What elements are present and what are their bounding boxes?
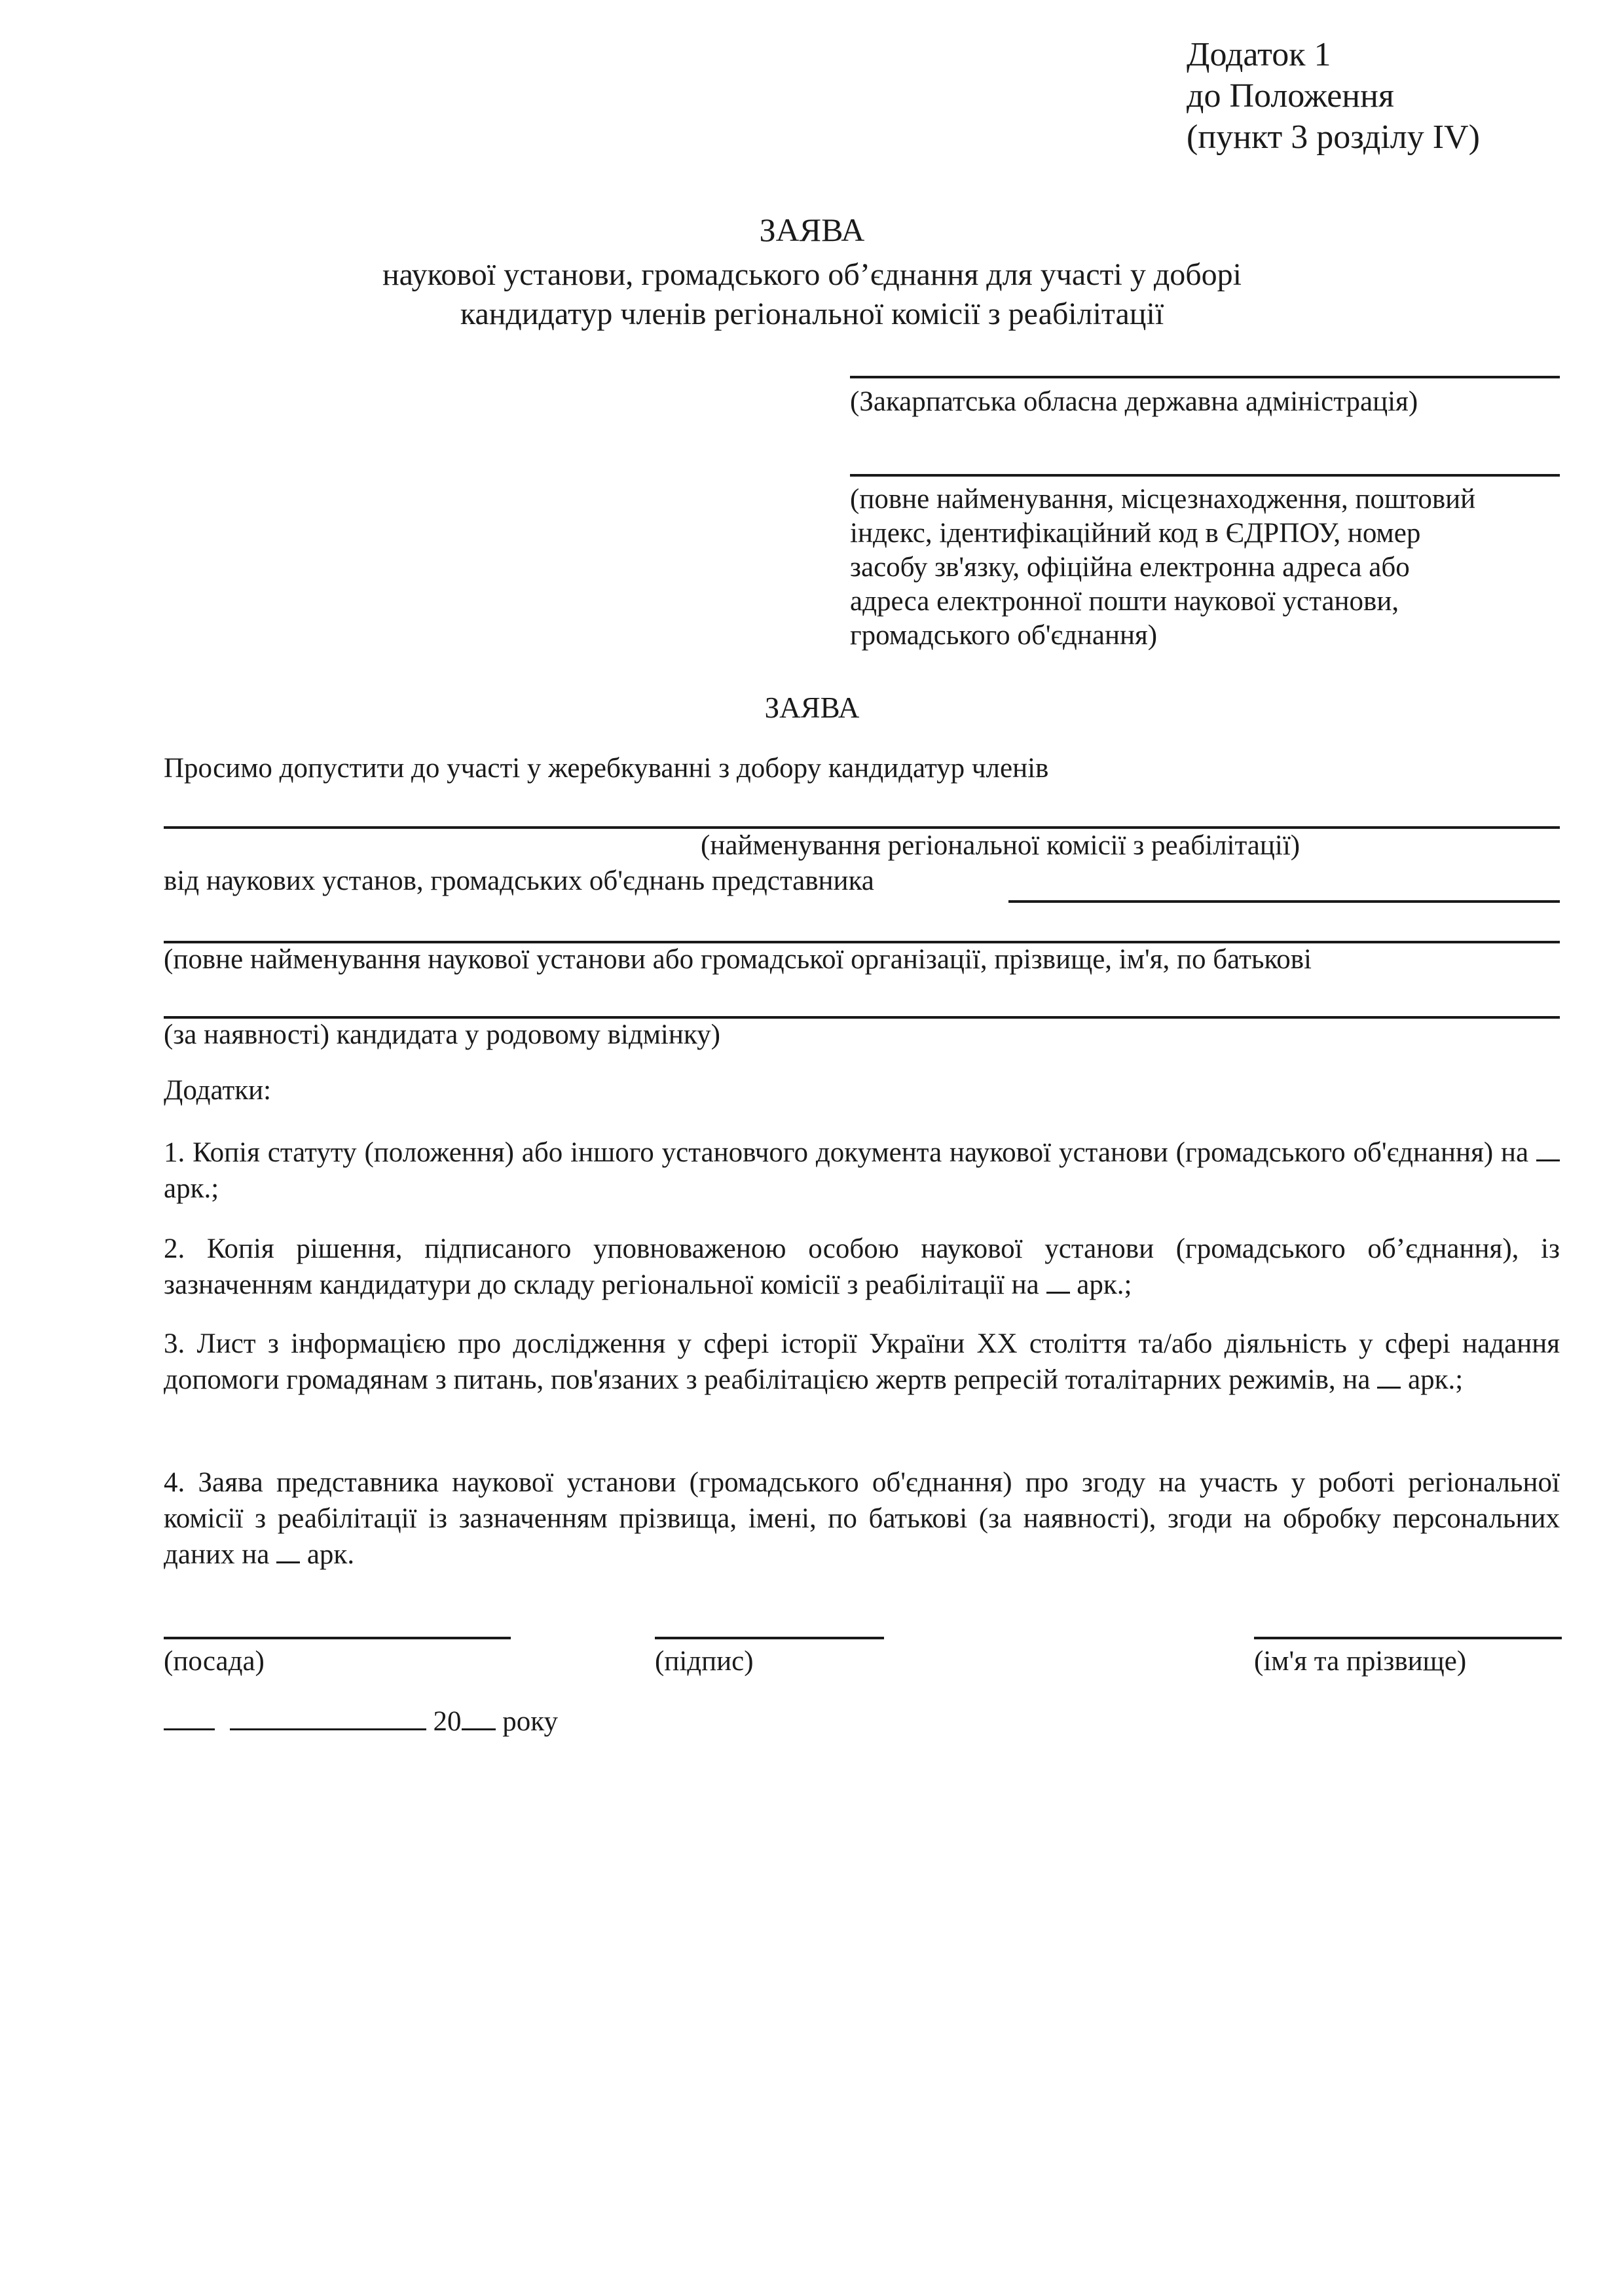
position-caption: (посада) xyxy=(164,1646,265,1677)
date-month-blank[interactable] xyxy=(230,1728,426,1730)
representative-blank-inline[interactable] xyxy=(1008,900,1560,903)
applicant-caption-line: засобу зв'язку, офіційна електронна адреса або xyxy=(850,552,1410,583)
request-text: Просимо допустити до участі у жеребкуванні з добору кандидатур членів xyxy=(164,753,1049,784)
document-subtitle xyxy=(0,255,1624,334)
appendix-number: Додаток 1 xyxy=(1187,36,1331,73)
attachment-item-2 xyxy=(164,1231,1560,1303)
commission-caption: (найменування регіональної комісії з реабілітації) xyxy=(701,830,1301,861)
body-heading: ЗАЯВА xyxy=(764,691,860,724)
representative-label: від наукових установ, громадських об'єднань представника xyxy=(164,866,874,896)
signature-caption: (підпис) xyxy=(655,1646,754,1677)
date-year-blank[interactable] xyxy=(462,1728,496,1730)
attachment-suffix: арк.; xyxy=(164,1173,219,1204)
attachment-text: 4. Заява представника наукової установи (громадського об'єднання) про згоду на участь у роботі регіональної комісії з реабілітації із зазначенням прізвища, імені, по батькові (за наявності), згоди на обробку персональних даних на xyxy=(164,1467,1560,1570)
attachment-text: 2. Копія рішення, підписаного уповноваженою особою наукової установи (громадського об’єднання), із зазначенням кандидатури до складу регіональної комісії з реабілітації на xyxy=(164,1233,1560,1300)
sheet-count-blank[interactable] xyxy=(1377,1387,1401,1389)
appendix-header xyxy=(1187,34,1480,158)
date-year-suffix: року xyxy=(502,1706,559,1737)
attachments-heading: Додатки: xyxy=(164,1075,272,1106)
attachment-suffix: арк. xyxy=(306,1539,355,1570)
date-day-blank[interactable] xyxy=(164,1728,215,1730)
signature-blank-line[interactable] xyxy=(655,1637,884,1639)
name-caption: (ім'я та прізвище) xyxy=(1254,1646,1467,1677)
attachment-item-1 xyxy=(164,1135,1560,1207)
applicant-caption xyxy=(850,483,1475,653)
date-year-prefix: 20 xyxy=(433,1706,462,1737)
appendix-regulation: до Положення xyxy=(1187,77,1394,115)
name-blank-line[interactable] xyxy=(1254,1637,1562,1639)
applicant-caption-line: громадського об'єднання) xyxy=(850,620,1158,651)
attachment-item-4 xyxy=(164,1465,1560,1573)
applicant-blank-line[interactable] xyxy=(850,474,1560,477)
sheet-count-blank[interactable] xyxy=(1536,1159,1560,1161)
attachment-suffix: арк.; xyxy=(1407,1364,1464,1395)
document-title: ЗАЯВА xyxy=(759,211,865,248)
representative-caption-2: (за наявності) кандидата у родовому відмінку) xyxy=(164,1019,720,1050)
applicant-caption-line: індекс, ідентифікаційний код в ЄДРПОУ, номер xyxy=(850,518,1421,549)
sheet-count-blank[interactable] xyxy=(1046,1292,1070,1294)
position-blank-line[interactable] xyxy=(164,1637,511,1639)
subtitle-line-1: наукової установи, громадського об’єднання для участі у доборі xyxy=(382,257,1242,292)
attachment-text: 3. Лист з інформацією про дослідження у сфері історії України XX століття та/або діяльність у сфері надання допомоги громадянам з питань, пов'язаних з реабілітацією жертв репресій тоталітарних режимів, на xyxy=(164,1328,1560,1395)
appendix-section-ref: (пункт 3 розділу IV) xyxy=(1187,118,1480,156)
attachment-text: 1. Копія статуту (положення) або іншого установчого документа наукової установи (громадського об'єднання) на xyxy=(164,1137,1529,1168)
representative-caption-1: (повне найменування наукової установи або громадської організації, прізвище, ім'я, по батькові xyxy=(164,944,1312,975)
sheet-count-blank[interactable] xyxy=(276,1561,300,1563)
attachment-item-3 xyxy=(164,1326,1560,1398)
date-line xyxy=(164,1705,558,1739)
applicant-caption-line: (повне найменування, місцезнаходження, поштовий xyxy=(850,484,1476,515)
applicant-caption-line: адреса електронної пошти наукової установи, xyxy=(850,586,1399,617)
attachment-suffix: арк.; xyxy=(1077,1269,1132,1300)
addressee-caption: (Закарпатська обласна державна адміністрація) xyxy=(850,386,1418,417)
addressee-blank-line[interactable] xyxy=(850,376,1560,378)
subtitle-line-2: кандидатур членів регіональної комісії з реабілітації xyxy=(460,297,1164,331)
